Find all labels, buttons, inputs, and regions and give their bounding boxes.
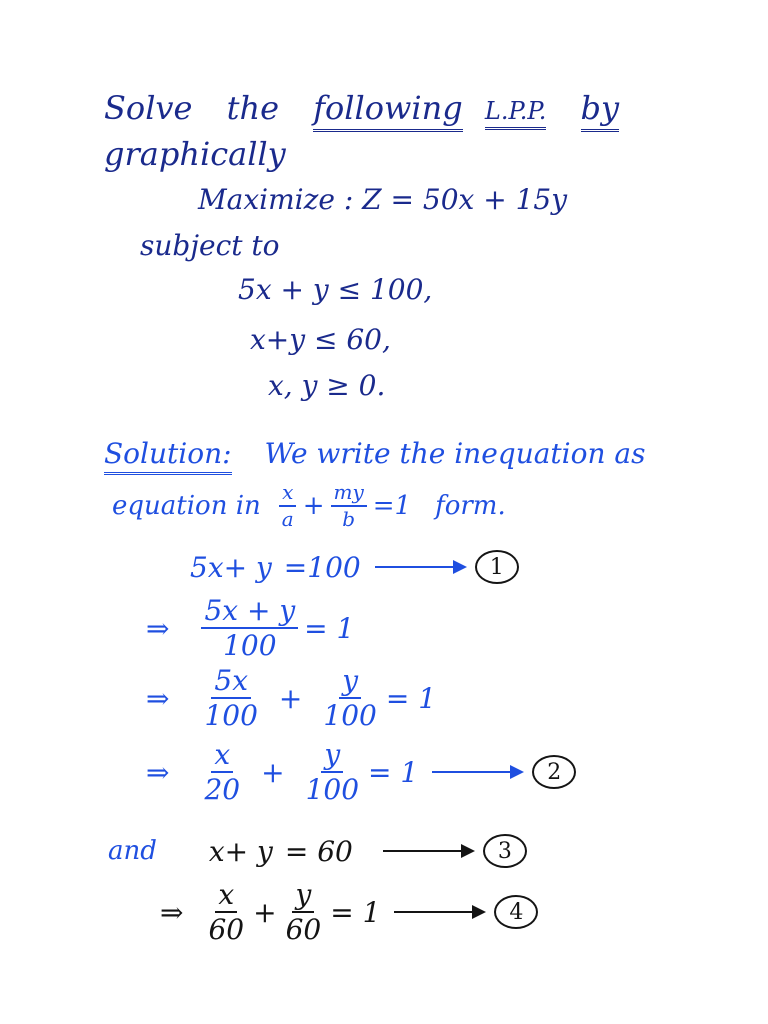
step2-plus: + xyxy=(278,681,303,715)
solution-intro-line2 xyxy=(112,482,506,530)
form-frac1-num: x xyxy=(279,482,296,507)
word-lpp: L.P.P. xyxy=(485,97,546,130)
subject-to-label: subject to xyxy=(140,229,280,262)
word-the: the xyxy=(226,89,280,127)
word-by: by xyxy=(581,89,620,132)
word-graphically: graphically xyxy=(104,135,286,173)
eq1-rhs: =100 xyxy=(283,550,361,584)
step2-fraction-1 xyxy=(201,666,260,731)
eq2-frac1-den: 20 xyxy=(204,773,241,807)
form-frac2-num: my xyxy=(331,482,367,507)
eq3-lhs: x+ y xyxy=(208,834,273,868)
tag-1: 1 xyxy=(475,550,519,584)
right-arrow-icon xyxy=(432,771,522,773)
constraint-2: x+y ≤ 60, xyxy=(250,323,391,356)
step1-den: 100 xyxy=(223,629,277,663)
eq2-frac2-den: 100 xyxy=(305,773,360,807)
intro-text-1: We write the inequation as xyxy=(264,437,646,470)
word-solve: Solve xyxy=(104,89,193,127)
solution-intro-line1 xyxy=(104,437,646,470)
form-plus: + xyxy=(302,491,325,521)
eq3-rhs: = 60 xyxy=(284,834,353,868)
form-eq: =1 xyxy=(372,491,412,521)
eq2-fraction-2 xyxy=(303,740,362,805)
step1-rhs: = 1 xyxy=(304,611,355,645)
eq4-fraction-2 xyxy=(283,880,325,945)
eq4-rhs: = 1 xyxy=(330,895,381,929)
constraint-3: x, y ≥ 0. xyxy=(268,369,386,402)
step2-frac2-num: y xyxy=(339,666,361,699)
word-following: following xyxy=(313,89,463,132)
equation-1-step-1 xyxy=(146,596,354,661)
tag-4: 4 xyxy=(494,895,538,929)
eq4-frac1-num: x xyxy=(215,880,237,913)
implies-icon: ⇒ xyxy=(146,681,170,715)
eq2-frac2-num: y xyxy=(321,740,343,773)
right-arrow-icon xyxy=(375,566,465,568)
implies-icon: ⇒ xyxy=(160,895,184,929)
tag-3: 3 xyxy=(483,834,527,868)
constraint-1: 5x + y ≤ 100, xyxy=(238,273,433,306)
step2-fraction-2 xyxy=(320,666,379,731)
eq2-fraction-1 xyxy=(201,740,243,805)
form-frac2-den: b xyxy=(342,507,356,531)
equation-1 xyxy=(190,550,519,584)
and-label: and xyxy=(108,836,157,866)
tag-2: 2 xyxy=(532,755,576,789)
solution-label: Solution: xyxy=(104,437,232,475)
right-arrow-icon xyxy=(383,850,473,852)
eq4-plus: + xyxy=(253,895,277,929)
eq2-plus: + xyxy=(261,755,285,789)
eq4-fraction-1 xyxy=(205,880,247,945)
step2-frac1-den: 100 xyxy=(204,699,258,733)
implies-icon: ⇒ xyxy=(146,755,170,789)
eq1-lhs: 5x+ y xyxy=(190,550,272,584)
right-arrow-icon xyxy=(394,911,484,913)
form-frac1-den: a xyxy=(281,507,294,531)
step2-frac1-num: 5x xyxy=(211,666,251,699)
objective-function: Maximize : Z = 50x + 15y xyxy=(198,183,568,216)
equation-1-step-2 xyxy=(146,666,436,731)
eq2-frac1-num: x xyxy=(211,740,233,773)
equation-3 xyxy=(108,834,527,868)
intro-text-2b: form. xyxy=(435,491,506,521)
eq4-frac1-den: 60 xyxy=(208,913,245,947)
question-heading xyxy=(104,89,620,127)
equation-4 xyxy=(160,880,538,945)
step2-rhs: = 1 xyxy=(385,681,437,715)
form-fraction-1 xyxy=(279,482,297,530)
step2-frac2-den: 100 xyxy=(323,699,377,733)
step1-fraction xyxy=(201,596,298,661)
eq2-rhs: = 1 xyxy=(368,755,419,789)
form-fraction-2 xyxy=(331,482,367,530)
implies-icon: ⇒ xyxy=(146,611,170,645)
intro-text-2a: equation in xyxy=(112,491,261,521)
step1-num: 5x + y xyxy=(201,596,298,629)
eq4-frac2-num: y xyxy=(292,880,314,913)
eq4-frac2-den: 60 xyxy=(285,913,322,947)
equation-2 xyxy=(146,740,576,805)
